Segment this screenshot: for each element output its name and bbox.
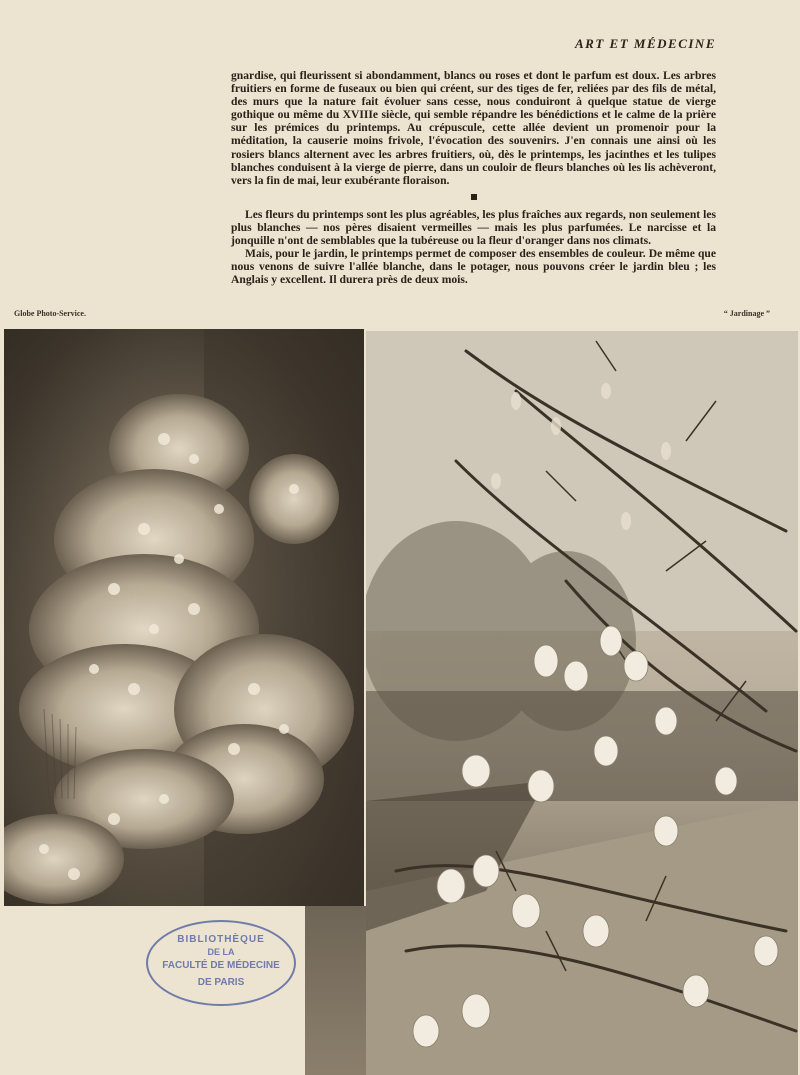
paragraph-2: Les fleurs du printemps sont les plus agréables, les plus fraîches aux regards, non seulement les plus blanches — nos pères disaient vermeilles — mais les plus parfumées. Le narcisse et la jonquille n'ont de semblables que la tubéreuse ou la fleur d'oranger dans nos climats. (231, 207, 716, 248)
article-text (231, 69, 716, 286)
paragraph-3: Mais, pour le jardin, le printemps permet de composer des ensembles de couleur. De même que nous venons de suivre l'allée blanche, dans le potager, nous pouvons créer le jardin bleu ; les Anglais y excellent. Il durera près de deux mois. (231, 247, 716, 287)
stamp-line-3: FACULTÉ DE MÉDECINE (162, 960, 280, 971)
section-separator-icon (471, 194, 477, 200)
stamp-line-1: BIBLIOTHÈQUE (177, 934, 265, 945)
photo-strip (305, 906, 366, 1075)
lilac-illustration (4, 329, 364, 906)
photo-credit-right: “ Jardinage ” (723, 309, 770, 318)
magnolia-illustration (366, 331, 798, 1075)
stamp-line-4: DE PARIS (197, 977, 245, 988)
magnolia-garden-photo-icon (366, 331, 798, 1075)
lilac-photo-icon (4, 329, 364, 906)
library-stamp-icon (146, 920, 296, 1006)
paragraph-1: gnardise, qui fleurissent si abondamment, blancs ou roses et dont le parfum est doux. Les arbres fruitiers en forme de fuseaux ou bien qui créent, sur des tiges de fer, reliées par des fils de métal, des murs que la nature fait évoluer sans cesse, nous conduiront à quelque statue de vierge gothique ou même du XVIIIe siècle, qui semble répandre les bénédictions et le calme de la prière sur les prémices du printemps. Au crépuscule, cette allée devient un promenoir pour la méditation, la causerie moins frivole, l'évocation des souvenirs. J'en connais une ainsi où les rosiers blancs alternent avec les arbres fruitiers, où, dès le printemps, les jacinthes et les tulipes blanches conduisent à la vierge de pierre, dans un couloir de fleurs blanches où les lis achèveront, vers la fin de mai, leur exubérante floraison. (231, 69, 716, 187)
running-head: ART ET MÉDECINE (575, 36, 716, 51)
photo-credit-left: Globe Photo-Service. (14, 309, 86, 318)
stamp-line-2: DE LA (207, 947, 235, 957)
